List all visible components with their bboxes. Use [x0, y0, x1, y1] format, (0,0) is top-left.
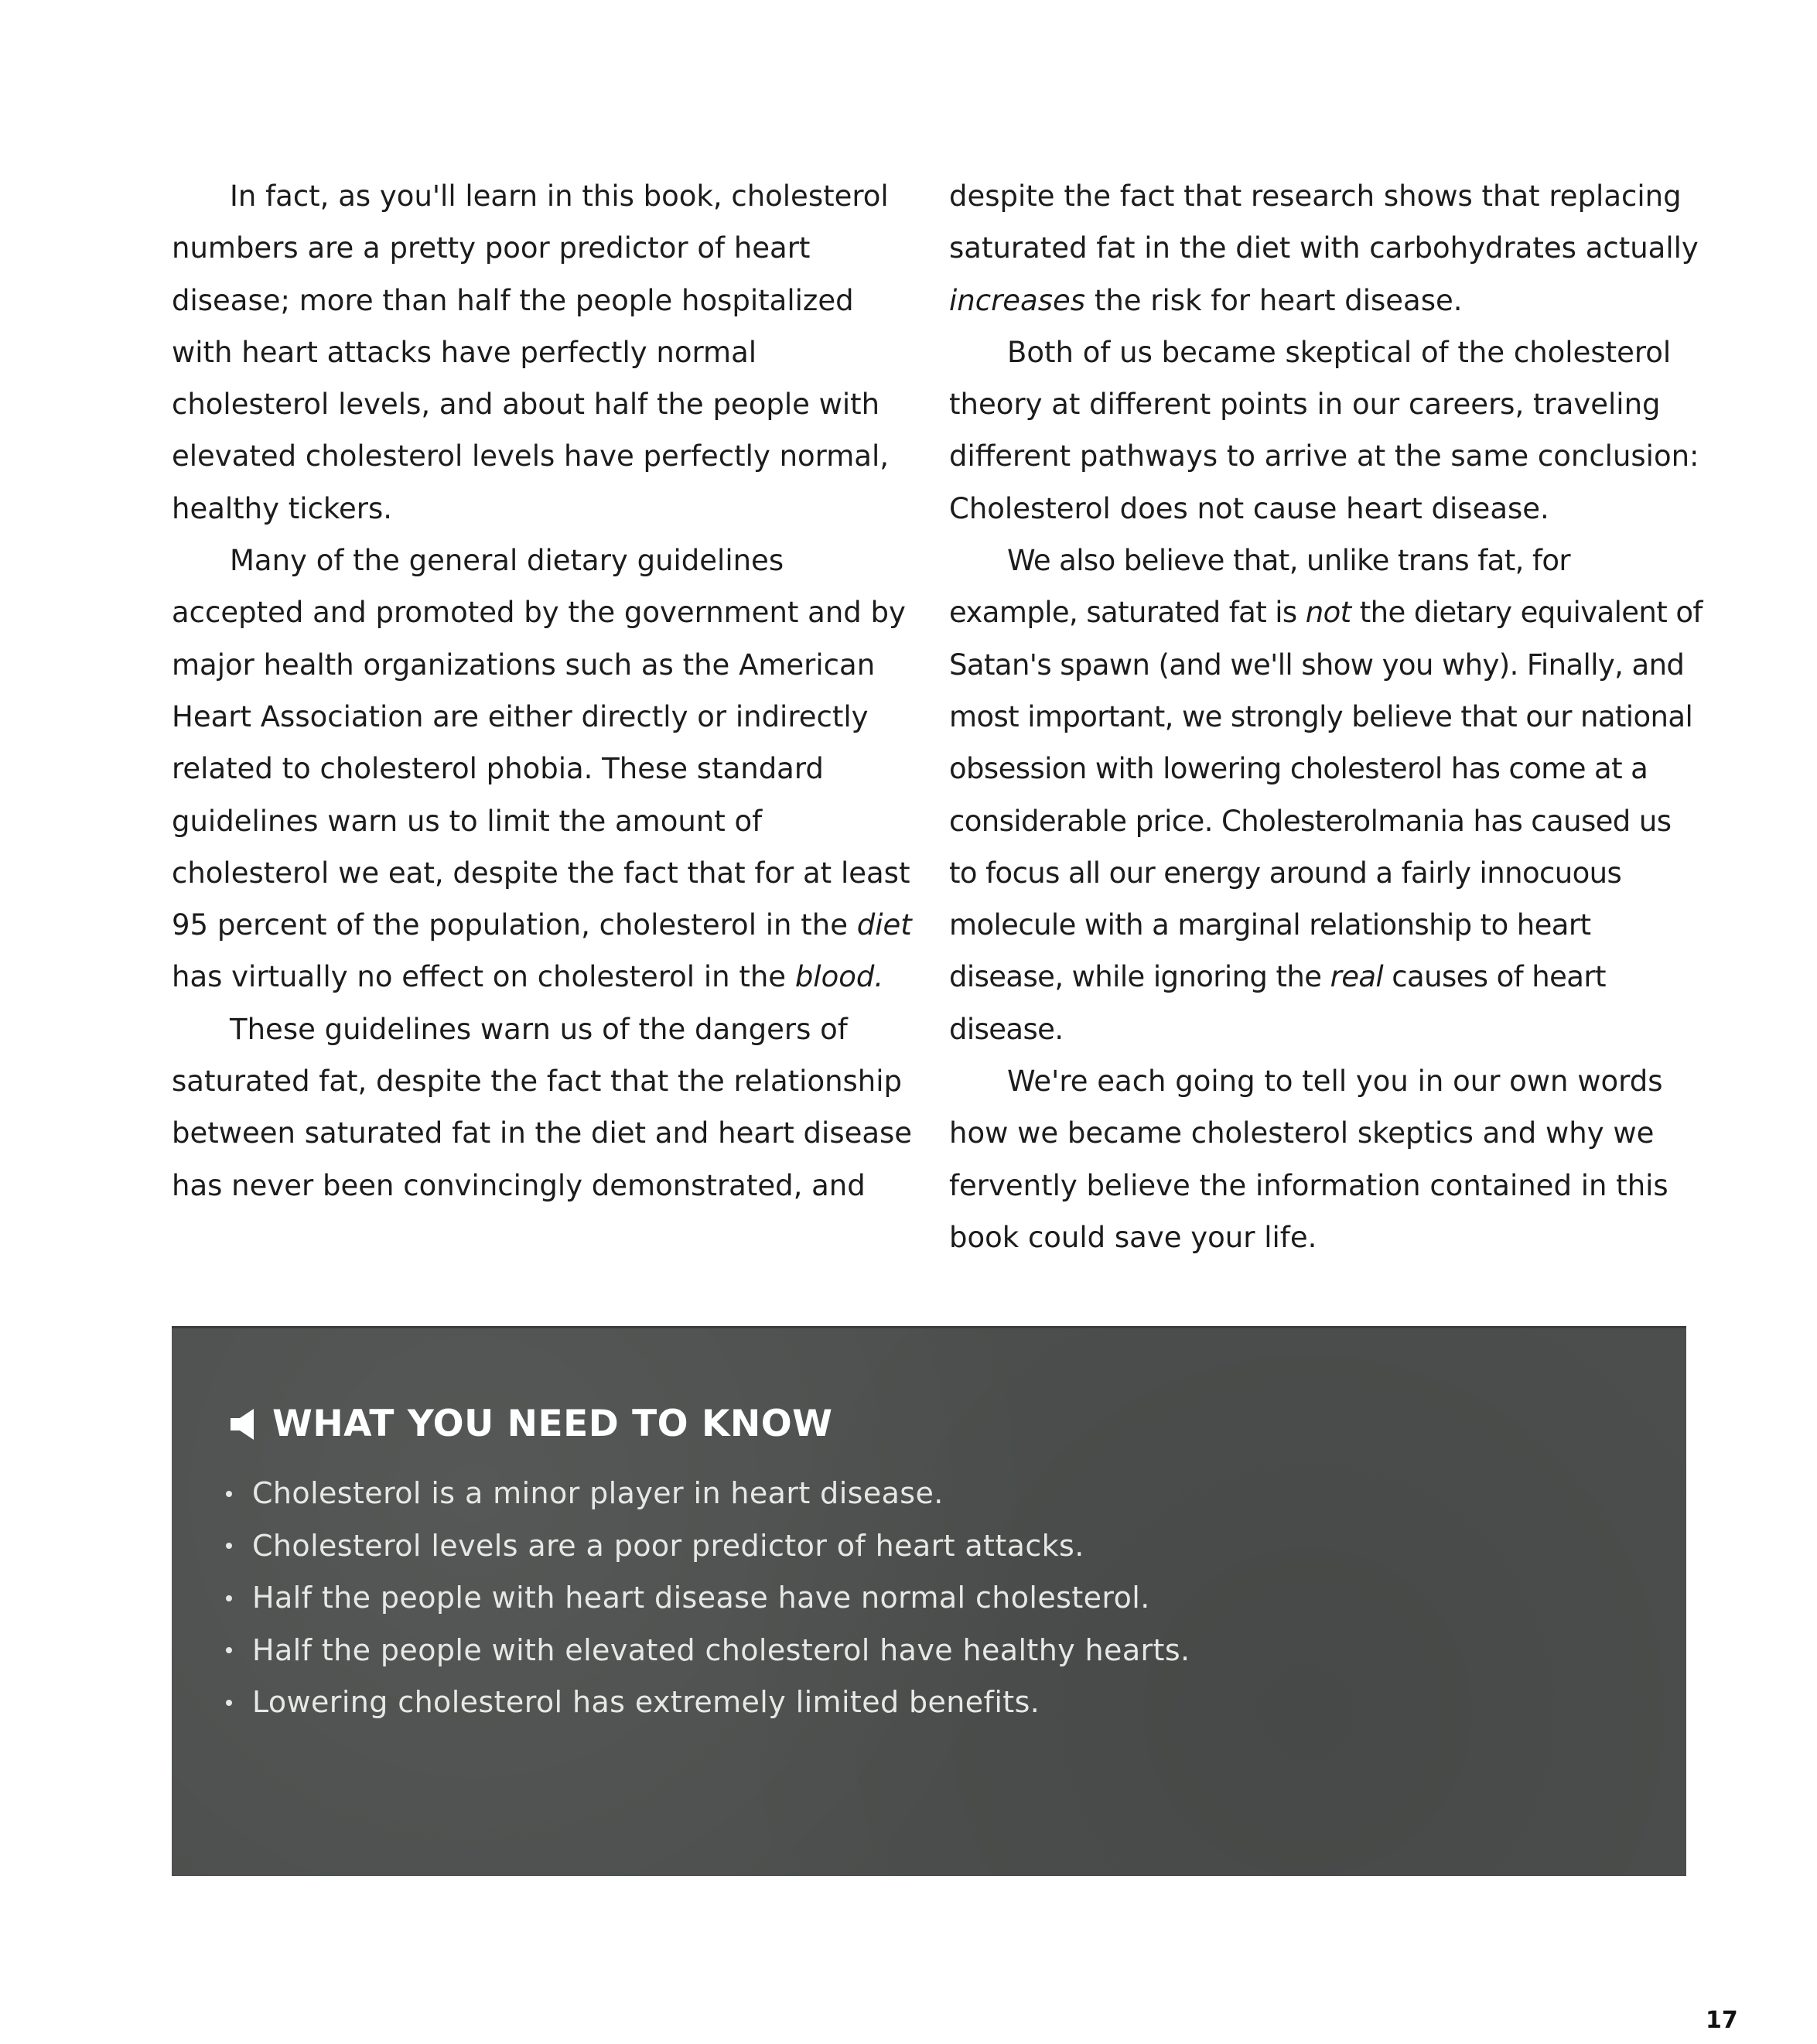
left-paragraph-2: Many of the general dietary guidelines accepted and promoted by the government and by major health organizations such as the American Heart Association are either directly or indirectly related to cholesterol phobia. These standard guidelines warn us to limit the amount of cholesterol we eat, despite the fact that for at least 95 percent of the population, cholesterol in the diet has virtually no effect on cholesterol in the blood. — [172, 544, 912, 994]
right-paragraph-3: We also believe that, unlike trans fat, for example, saturated fat is not the dietary equivalent of Satan's spawn (and we'll show you why). Finally, and most important, we strongly believe that our national obsession with lowering cholesterol has come at a considerable price. Cholesterolmania has caused us to focus all our energy around a fairly innocuous molecule with a marginal relationship to heart disease, while ignoring the real causes of heart disease. — [949, 544, 1703, 1046]
list-item: Half the people with heart disease have normal cholesterol. — [226, 1572, 1190, 1625]
bullet-icon — [226, 1543, 232, 1549]
italic-blood: blood. — [794, 960, 884, 994]
right-paragraph-2: Both of us became skeptical of the cholesterol theory at different points in our careers, traveling different pathways to arrive at the same conclusion: Cholesterol does not cause heart disease. — [949, 335, 1699, 525]
bullet-icon — [226, 1700, 232, 1706]
know-box-heading-text: WHAT YOU NEED TO KNOW — [272, 1403, 833, 1445]
list-item: Half the people with elevated cholesterol have healthy hearts. — [226, 1625, 1190, 1677]
list-item: Cholesterol is a minor player in heart disease. — [226, 1468, 1190, 1520]
right-paragraph-4: We're each going to tell you in our own words how we became cholesterol skeptics and why we fervently believe the information contained in this book could save your life. — [949, 1065, 1668, 1254]
bullet-icon — [226, 1647, 232, 1653]
left-paragraph-3: These guidelines warn us of the dangers of saturated fat, despite the fact that the relationship between saturated fat in the diet and heart disease has never been convincingly demonstrated, and — [172, 1012, 913, 1202]
bullet-icon — [226, 1491, 232, 1497]
left-column — [172, 170, 922, 1212]
italic-diet: diet — [856, 908, 912, 942]
list-item: Cholesterol levels are a poor predictor of heart attacks. — [226, 1520, 1190, 1573]
left-paragraph-1: In fact, as you'll learn in this book, cholesterol numbers are a pretty poor predictor of heart disease; more than half the people hospitalized with heart attacks have perfectly normal cholesterol levels, and about half the people with elevated cholesterol levels have perfectly normal, healthy tickers. — [172, 179, 890, 525]
page-number: 17 — [1706, 2007, 1738, 2034]
what-you-need-to-know-box — [172, 1326, 1686, 1876]
know-box-heading — [231, 1403, 833, 1445]
italic-real: real — [1330, 960, 1384, 994]
list-item: Lowering cholesterol has extremely limited benefits. — [226, 1677, 1190, 1729]
know-box-list — [226, 1468, 1190, 1729]
italic-increases: increases — [949, 283, 1086, 317]
bullet-icon — [226, 1595, 232, 1601]
italic-not: not — [1305, 596, 1351, 630]
right-paragraph-1: despite the fact that research shows that replacing saturated fat in the diet with carbohydrates actually increases the risk for heart disease. — [949, 179, 1699, 317]
right-column — [949, 170, 1707, 1263]
speaker-icon — [231, 1409, 254, 1440]
